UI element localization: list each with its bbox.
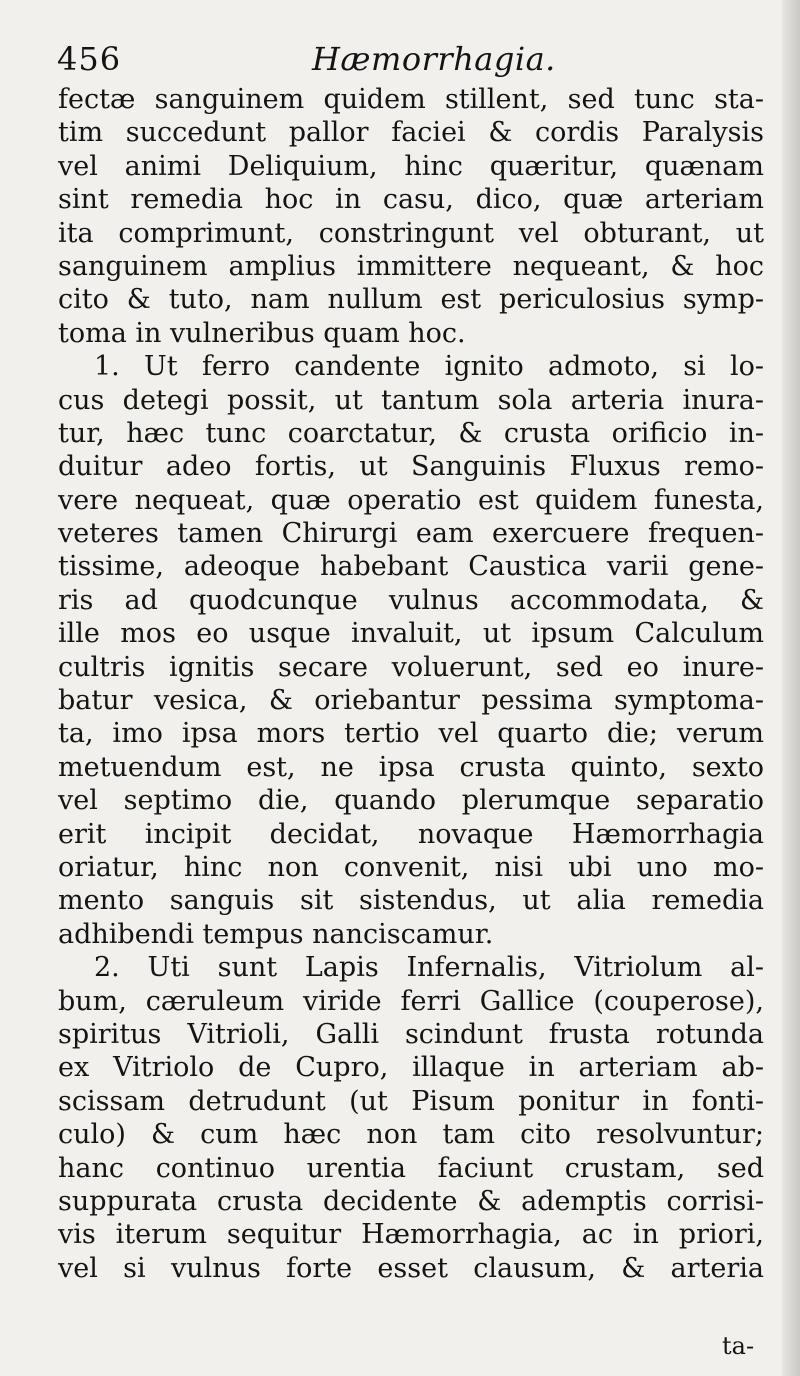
text-line: cultris ignitis secare voluerunt, sed eo inure-: [58, 651, 764, 683]
text-line: oriatur, hinc non convenit, nisi ubi uno mo-: [58, 851, 764, 883]
text-line: erit incipit decidat, novaque Hæmorrhagia: [58, 818, 764, 850]
paragraph-end-line: adhibendi tempus nanciscamur.: [58, 918, 494, 950]
text-line: metuendum est, ne ipsa crusta quinto, sexto: [58, 751, 764, 783]
text-line: culo) & cum hæc non tam cito resolvuntur;: [58, 1119, 764, 1151]
body-text: [58, 83, 764, 1285]
page-number: 456: [57, 40, 122, 78]
text-line: sint remedia hoc in casu, dico, quæ arteriam: [58, 184, 764, 216]
text-line: tim succedunt pallor faciei & cordis Paralysis: [58, 117, 764, 149]
text-line: ex Vitriolo de Cupro, illaque in arteriam ab-: [58, 1052, 764, 1084]
text-line: cito & tuto, nam nullum est periculosius symp-: [58, 284, 764, 316]
text-line: ita comprimunt, constringunt vel obturant, ut: [58, 217, 764, 249]
text-line: vel animi Deliquium, hinc quæritur, quænam: [58, 150, 764, 182]
text-line: ta, imo ipsa mors tertio vel quarto die; verum: [58, 718, 764, 750]
text-line: batur vesica, & oriebantur pessima symptoma-: [58, 685, 764, 717]
text-line: suppurata crusta decidente & ademptis corrisi-: [58, 1185, 764, 1217]
text-line: tur, hæc tunc coarctatur, & crusta orificio in-: [58, 417, 764, 449]
text-line: vere nequeat, quæ operatio est quidem funesta,: [58, 484, 764, 516]
paragraph-end-line: toma in vulneribus quam hoc.: [58, 317, 466, 349]
text-line: spiritus Vitrioli, Galli scindunt frusta rotunda: [58, 1018, 764, 1050]
catchword: ta-: [722, 1332, 755, 1360]
text-line: fectæ sanguinem quidem stillent, sed tunc sta-: [58, 84, 764, 115]
numbered-paragraph-2-start: 2. Uti sunt Lapis Infernalis, Vitriolum al-: [94, 952, 764, 984]
text-line: mento sanguis sit sistendus, ut alia remedia: [58, 885, 764, 917]
text-line: duitur adeo fortis, ut Sanguinis Fluxus remo-: [58, 451, 764, 483]
text-line: scissam detrudunt (ut Pisum ponitur in fonti-: [58, 1085, 764, 1117]
text-line: vis iterum sequitur Hæmorrhagia, ac in priori,: [58, 1219, 764, 1251]
page-gutter-shadow: [782, 0, 800, 1376]
text-line: cus detegi possit, ut tantum sola arteria inura-: [58, 384, 764, 416]
text-line: hanc continuo urentia faciunt crustam, sed: [58, 1152, 764, 1184]
text-line: vel septimo die, quando plerumque separatio: [58, 785, 764, 817]
numbered-paragraph-1-start: 1. Ut ferro candente ignito admoto, si lo-: [94, 351, 764, 383]
text-line: veteres tamen Chirurgi eam exercuere frequen-: [58, 518, 764, 550]
text-line: ille mos eo usque invaluit, ut ipsum Calculum: [58, 618, 764, 650]
text-line: bum, cæruleum viride ferri Gallice (couperose),: [58, 985, 764, 1017]
text-line: ris ad quodcunque vulnus accommodata, &: [58, 584, 764, 616]
text-line: tissime, adeoque habebant Caustica varii gene-: [58, 551, 764, 583]
running-head: Hæmorrhagia.: [312, 40, 556, 78]
text-line: sanguinem amplius immittere nequeant, & hoc: [58, 250, 764, 282]
text-line: vel si vulnus forte esset clausum, & arteria: [58, 1252, 764, 1284]
